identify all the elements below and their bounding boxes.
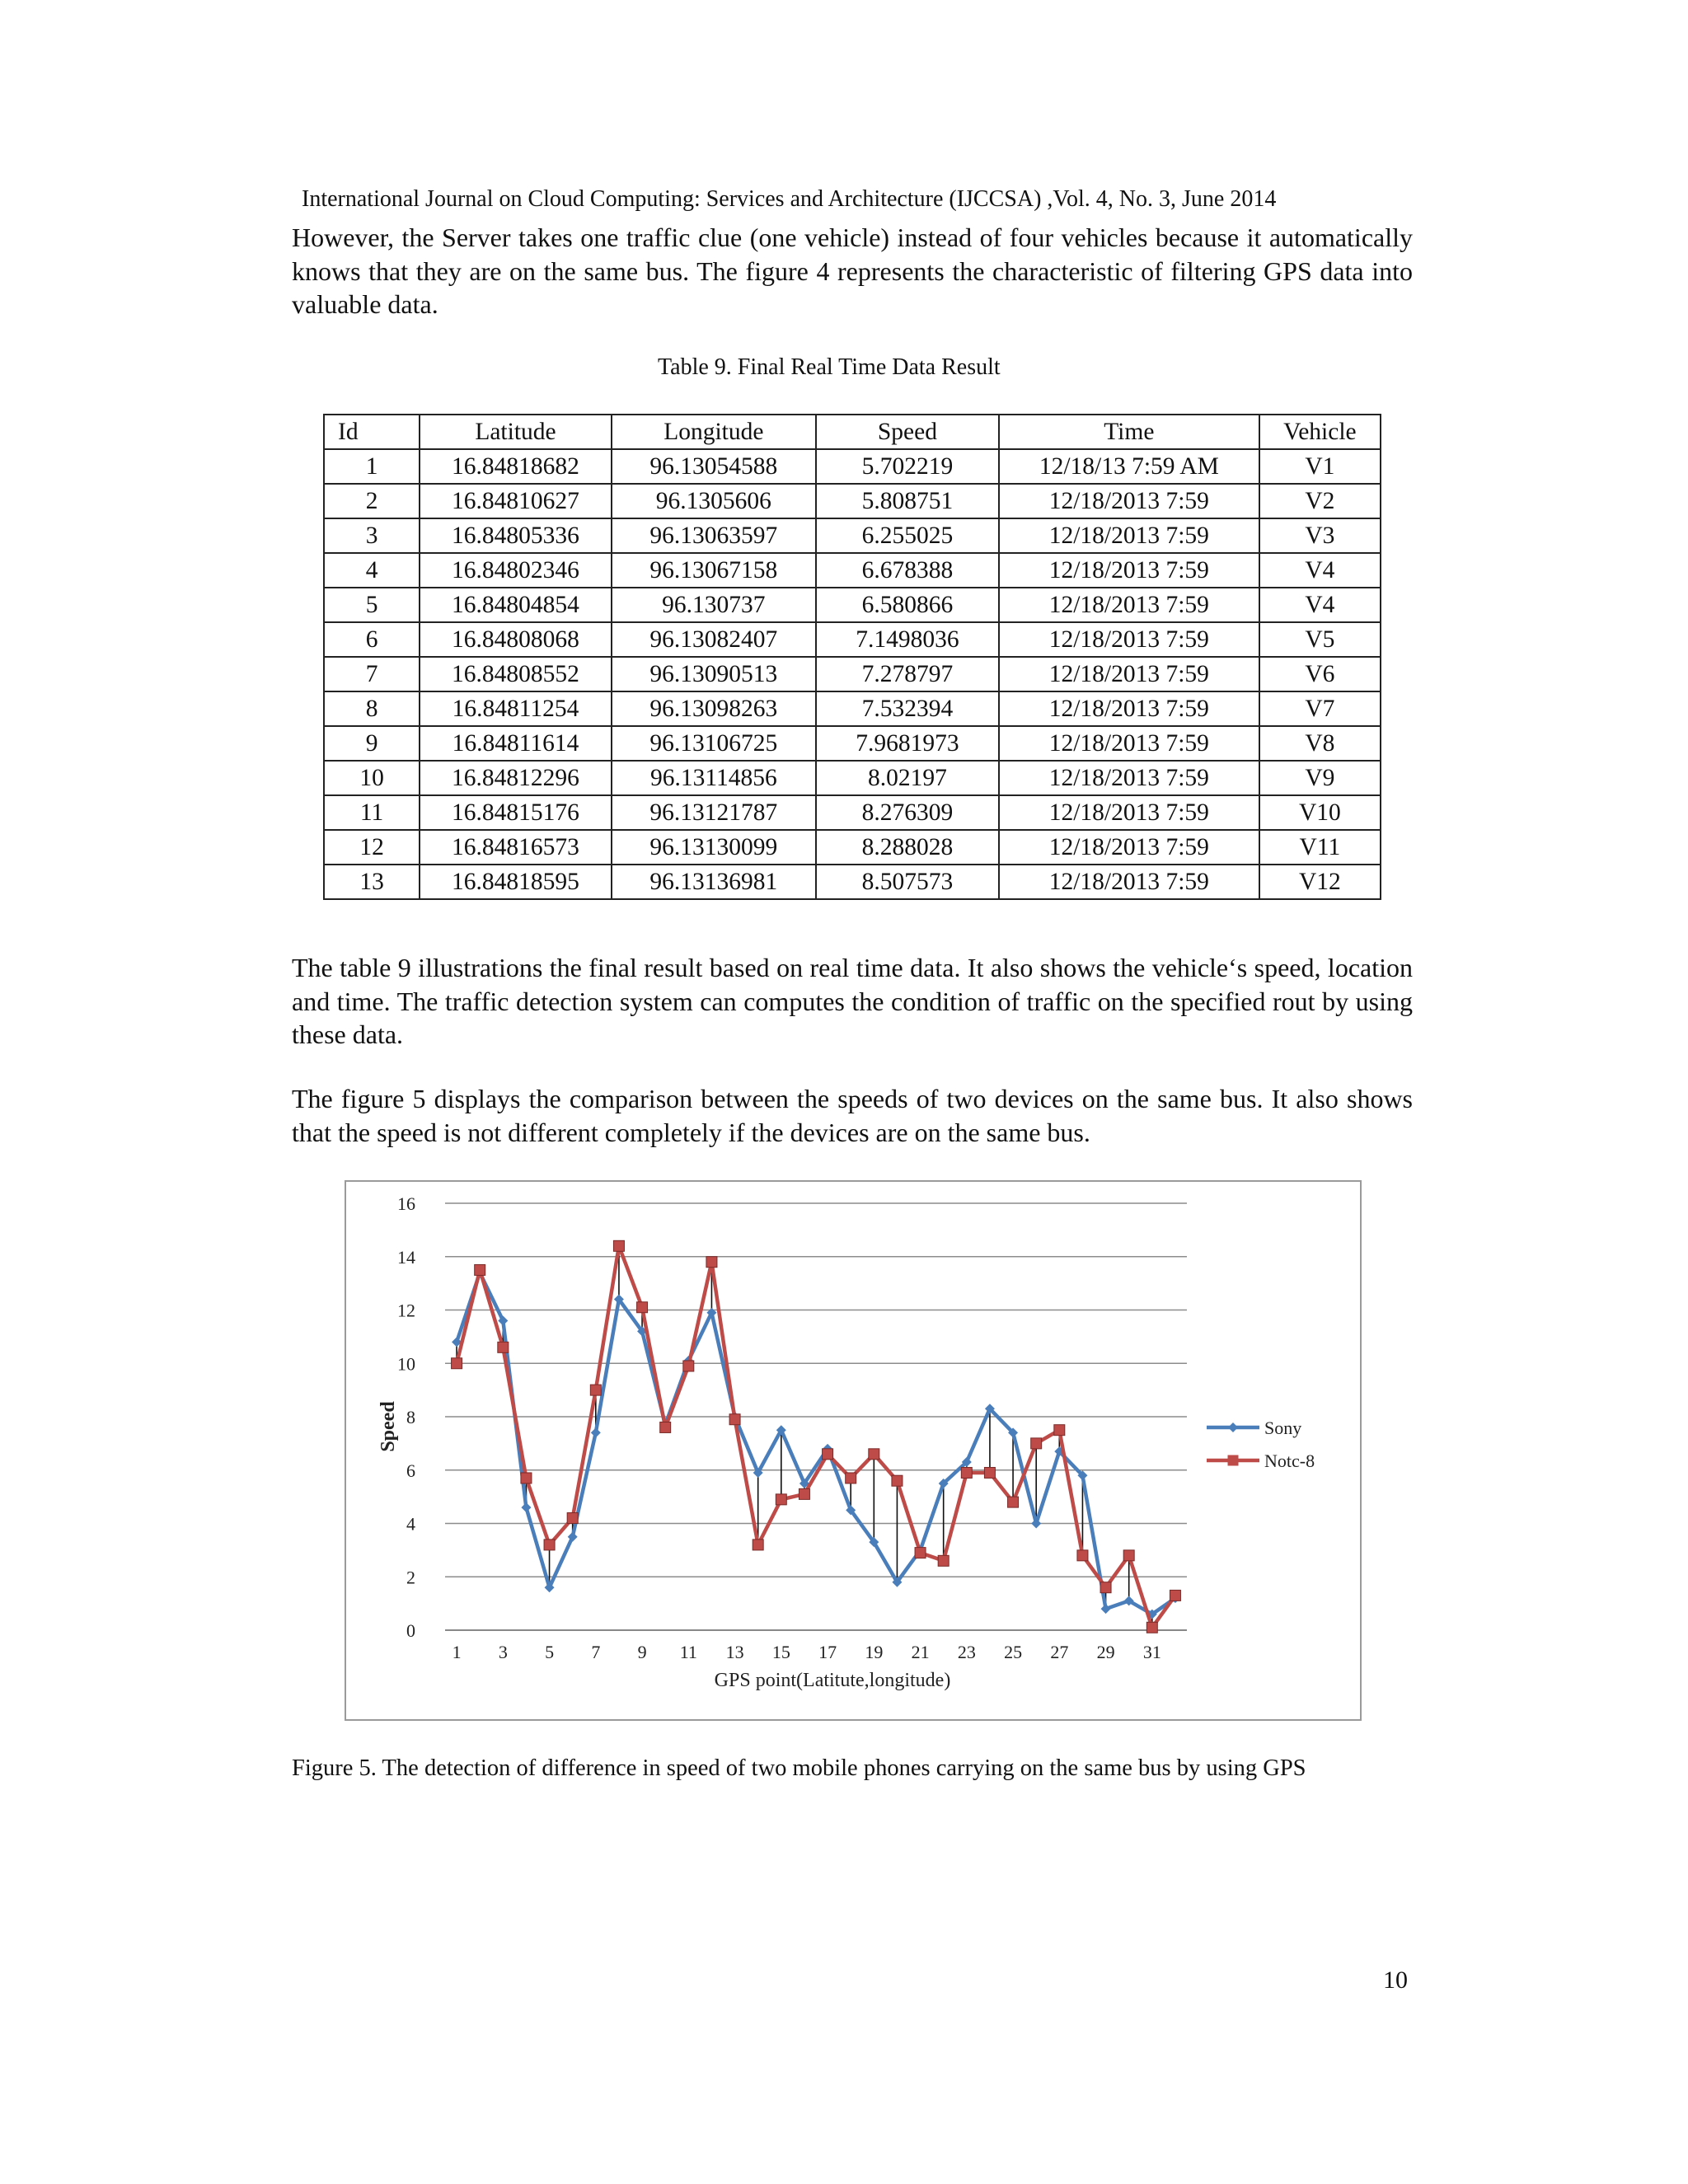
speed-comparison-chart	[345, 1180, 1362, 1721]
data-point-notc-8	[1031, 1438, 1042, 1449]
column-header-id: Id	[324, 415, 420, 449]
x-tick-label: 13	[725, 1642, 744, 1662]
table-cell-id: 6	[324, 622, 420, 657]
table-cell-time: 12/18/2013 7:59	[999, 691, 1259, 726]
table-cell-id: 2	[324, 484, 420, 518]
table-cell-time: 12/18/2013 7:59	[999, 726, 1259, 761]
data-point-notc-8	[637, 1302, 648, 1313]
y-axis-label: Speed	[377, 1401, 399, 1452]
table-row	[324, 449, 1381, 484]
table-row	[324, 657, 1381, 691]
table-cell-id: 3	[324, 518, 420, 553]
table-row	[324, 830, 1381, 865]
table-row	[324, 553, 1381, 588]
table-cell-vehicle: V1	[1259, 449, 1381, 484]
table-row	[324, 865, 1381, 899]
data-point-notc-8	[1100, 1582, 1111, 1593]
table-cell-latitude: 16.84808068	[420, 622, 612, 657]
table-cell-time: 12/18/2013 7:59	[999, 830, 1259, 865]
x-tick-label: 31	[1142, 1642, 1161, 1662]
paragraph-intro: However, the Server takes one traffic clue (one vehicle) instead of four vehicles because it automatically knows that they are on the same bus. The figure 4 represents the characteristic of filtering GPS data into valuable data.	[292, 223, 1413, 319]
data-point-notc-8	[452, 1358, 462, 1369]
table-cell-longitude: 96.13098263	[612, 691, 816, 726]
table-cell-vehicle: V2	[1259, 484, 1381, 518]
figure-caption: Figure 5. The detection of difference in speed of two mobile phones carrying on the same bus by using GPS	[292, 1755, 1306, 1781]
column-header-longitude: Longitude	[612, 415, 816, 449]
table-cell-time: 12/18/2013 7:59	[999, 865, 1259, 899]
table-cell-speed: 7.278797	[816, 657, 999, 691]
table-cell-time: 12/18/2013 7:59	[999, 795, 1259, 830]
table-cell-speed: 6.255025	[816, 518, 999, 553]
table-row	[324, 622, 1381, 657]
table-cell-vehicle: V4	[1259, 588, 1381, 622]
legend-label: Notc-8	[1264, 1451, 1315, 1471]
table-cell-latitude: 16.84815176	[420, 795, 612, 830]
table-cell-time: 12/18/2013 7:59	[999, 484, 1259, 518]
data-point-notc-8	[869, 1449, 879, 1460]
data-point-sony	[1031, 1519, 1041, 1529]
paragraph-figure-description: The figure 5 displays the comparison between the speeds of two devices on the same bus. It also shows that the speed is not different completely if the devices are on the same bus.	[292, 1084, 1413, 1147]
x-tick-label: 17	[818, 1642, 837, 1662]
x-tick-label: 23	[957, 1642, 976, 1662]
table-cell-latitude: 16.84818595	[420, 865, 612, 899]
data-point-notc-8	[984, 1467, 995, 1478]
data-point-notc-8	[590, 1385, 601, 1395]
x-tick-label: 27	[1050, 1642, 1069, 1662]
table-cell-vehicle: V9	[1259, 761, 1381, 795]
table-row	[324, 761, 1381, 795]
table-row	[324, 588, 1381, 622]
table-cell-longitude: 96.13082407	[612, 622, 816, 657]
table-cell-id: 9	[324, 726, 420, 761]
table-cell-id: 13	[324, 865, 420, 899]
table-cell-id: 8	[324, 691, 420, 726]
table-cell-speed: 6.678388	[816, 553, 999, 588]
y-tick-label: 2	[406, 1567, 415, 1588]
column-header-time: Time	[999, 415, 1259, 449]
column-header-latitude: Latitude	[420, 415, 612, 449]
table-cell-longitude: 96.13121787	[612, 795, 816, 830]
x-tick-label: 25	[1004, 1642, 1023, 1662]
data-point-notc-8	[613, 1240, 624, 1251]
y-tick-label: 6	[406, 1460, 415, 1481]
x-tick-label: 15	[771, 1642, 790, 1662]
table-cell-speed: 8.288028	[816, 830, 999, 865]
x-tick-label: 21	[911, 1642, 930, 1662]
data-point-notc-8	[683, 1361, 694, 1371]
table-cell-longitude: 96.13054588	[612, 449, 816, 484]
table-cell-latitude: 16.84802346	[420, 553, 612, 588]
table-cell-longitude: 96.13136981	[612, 865, 816, 899]
table-body	[324, 449, 1381, 899]
table-cell-id: 12	[324, 830, 420, 865]
table-cell-vehicle: V6	[1259, 657, 1381, 691]
chart-svg	[346, 1182, 1360, 1719]
data-point-notc-8	[544, 1540, 555, 1550]
table-cell-speed: 8.507573	[816, 865, 999, 899]
column-header-vehicle: Vehicle	[1259, 415, 1381, 449]
data-point-notc-8	[567, 1513, 578, 1524]
table-cell-latitude: 16.84804854	[420, 588, 612, 622]
y-tick-label: 8	[406, 1407, 415, 1427]
data-point-notc-8	[1077, 1550, 1088, 1561]
y-tick-label: 4	[406, 1513, 415, 1535]
table-cell-speed: 8.02197	[816, 761, 999, 795]
table-cell-speed: 7.532394	[816, 691, 999, 726]
table-cell-vehicle: V10	[1259, 795, 1381, 830]
x-axis-label: GPS point(Latitute,longitude)	[714, 1670, 951, 1691]
series-line-sony	[457, 1272, 1175, 1614]
legend-label: Sony	[1264, 1418, 1302, 1438]
table-cell-id: 1	[324, 449, 420, 484]
table-cell-time: 12/18/2013 7:59	[999, 761, 1259, 795]
table-cell-id: 7	[324, 657, 420, 691]
x-tick-label: 1	[452, 1642, 462, 1662]
page-number: 10	[1383, 1966, 1408, 1994]
x-tick-label: 5	[545, 1642, 555, 1662]
data-point-notc-8	[799, 1488, 809, 1499]
data-point-notc-8	[660, 1422, 671, 1432]
table-cell-speed: 8.276309	[816, 795, 999, 830]
table-cell-latitude: 16.84818682	[420, 449, 612, 484]
data-table	[323, 414, 1381, 900]
column-header-speed: Speed	[816, 415, 999, 449]
table-cell-id: 4	[324, 553, 420, 588]
table-cell-speed: 6.580866	[816, 588, 999, 622]
table-cell-vehicle: V12	[1259, 865, 1381, 899]
x-tick-label: 29	[1096, 1642, 1115, 1662]
y-tick-label: 12	[397, 1300, 415, 1321]
table-row	[324, 795, 1381, 830]
data-point-notc-8	[753, 1540, 763, 1550]
data-point-notc-8	[961, 1467, 972, 1478]
table-cell-longitude: 96.13106725	[612, 726, 816, 761]
table-cell-time: 12/18/2013 7:59	[999, 518, 1259, 553]
table-row	[324, 518, 1381, 553]
table-cell-vehicle: V7	[1259, 691, 1381, 726]
x-tick-label: 19	[865, 1642, 884, 1662]
x-tick-label: 9	[637, 1642, 647, 1662]
table-cell-vehicle: V4	[1259, 553, 1381, 588]
table-cell-longitude: 96.13063597	[612, 518, 816, 553]
y-tick-label: 16	[397, 1193, 415, 1214]
table-header-row	[324, 415, 1381, 449]
paragraph-table-description: The table 9 illustrations the final result based on real time data. It also shows the vehicle‘s speed, location and time. The traffic detection system can computes the condition of traffic on the specified rout by using these data.	[292, 953, 1413, 1049]
table-cell-longitude: 96.13114856	[612, 761, 816, 795]
table-cell-vehicle: V11	[1259, 830, 1381, 865]
data-point-notc-8	[1123, 1550, 1134, 1561]
table-row	[324, 484, 1381, 518]
table-cell-latitude: 16.84805336	[420, 518, 612, 553]
x-tick-label: 7	[591, 1642, 601, 1662]
table-cell-speed: 5.702219	[816, 449, 999, 484]
table-cell-vehicle: V3	[1259, 518, 1381, 553]
data-point-notc-8	[475, 1264, 485, 1275]
data-point-notc-8	[706, 1257, 717, 1268]
y-tick-label: 14	[397, 1246, 415, 1268]
data-point-notc-8	[729, 1414, 740, 1425]
series-line-notc-8	[457, 1246, 1175, 1628]
y-tick-label: 10	[397, 1353, 415, 1375]
x-tick-label: 3	[498, 1642, 508, 1662]
data-point-sony	[521, 1502, 531, 1512]
data-point-notc-8	[915, 1548, 926, 1558]
table-cell-vehicle: V5	[1259, 622, 1381, 657]
legend-marker-notc-8	[1228, 1455, 1239, 1466]
data-point-notc-8	[1170, 1590, 1180, 1601]
data-point-notc-8	[498, 1342, 509, 1352]
table-cell-longitude: 96.1305606	[612, 484, 816, 518]
table-cell-id: 11	[324, 795, 420, 830]
data-point-notc-8	[938, 1555, 949, 1566]
data-point-notc-8	[521, 1473, 532, 1483]
x-tick-label: 11	[679, 1642, 697, 1662]
table-cell-latitude: 16.84812296	[420, 761, 612, 795]
table-cell-speed: 5.808751	[816, 484, 999, 518]
table-row	[324, 726, 1381, 761]
table-cell-latitude: 16.84816573	[420, 830, 612, 865]
data-point-notc-8	[823, 1449, 833, 1460]
data-point-notc-8	[846, 1473, 856, 1483]
data-point-notc-8	[1054, 1425, 1065, 1436]
data-point-sony	[1101, 1604, 1111, 1614]
table-cell-latitude: 16.84808552	[420, 657, 612, 691]
y-tick-label: 0	[406, 1620, 415, 1641]
table-cell-longitude: 96.13090513	[612, 657, 816, 691]
table-caption: Table 9. Final Real Time Data Result	[658, 354, 1001, 380]
table-cell-latitude: 16.84811614	[420, 726, 612, 761]
table-cell-time: 12/18/13 7:59 AM	[999, 449, 1259, 484]
data-point-notc-8	[892, 1475, 903, 1486]
data-point-sony	[591, 1427, 601, 1437]
journal-header: International Journal on Cloud Computing: Services and Architecture (IJCCSA) ,Vol. 4, No. 3, June 2014	[302, 186, 1277, 212]
table-cell-id: 10	[324, 761, 420, 795]
table-cell-speed: 7.1498036	[816, 622, 999, 657]
data-point-notc-8	[1146, 1622, 1157, 1633]
table-cell-time: 12/18/2013 7:59	[999, 622, 1259, 657]
legend-marker-sony	[1228, 1422, 1238, 1432]
data-point-notc-8	[776, 1494, 786, 1505]
table-cell-speed: 7.9681973	[816, 726, 999, 761]
table-cell-latitude: 16.84811254	[420, 691, 612, 726]
table-cell-longitude: 96.130737	[612, 588, 816, 622]
table-cell-longitude: 96.13067158	[612, 553, 816, 588]
table-cell-time: 12/18/2013 7:59	[999, 657, 1259, 691]
table-cell-id: 5	[324, 588, 420, 622]
table-cell-latitude: 16.84810627	[420, 484, 612, 518]
table-cell-time: 12/18/2013 7:59	[999, 588, 1259, 622]
table-row	[324, 691, 1381, 726]
data-point-notc-8	[1008, 1497, 1019, 1507]
table-cell-vehicle: V8	[1259, 726, 1381, 761]
table-cell-longitude: 96.13130099	[612, 830, 816, 865]
table-cell-time: 12/18/2013 7:59	[999, 553, 1259, 588]
